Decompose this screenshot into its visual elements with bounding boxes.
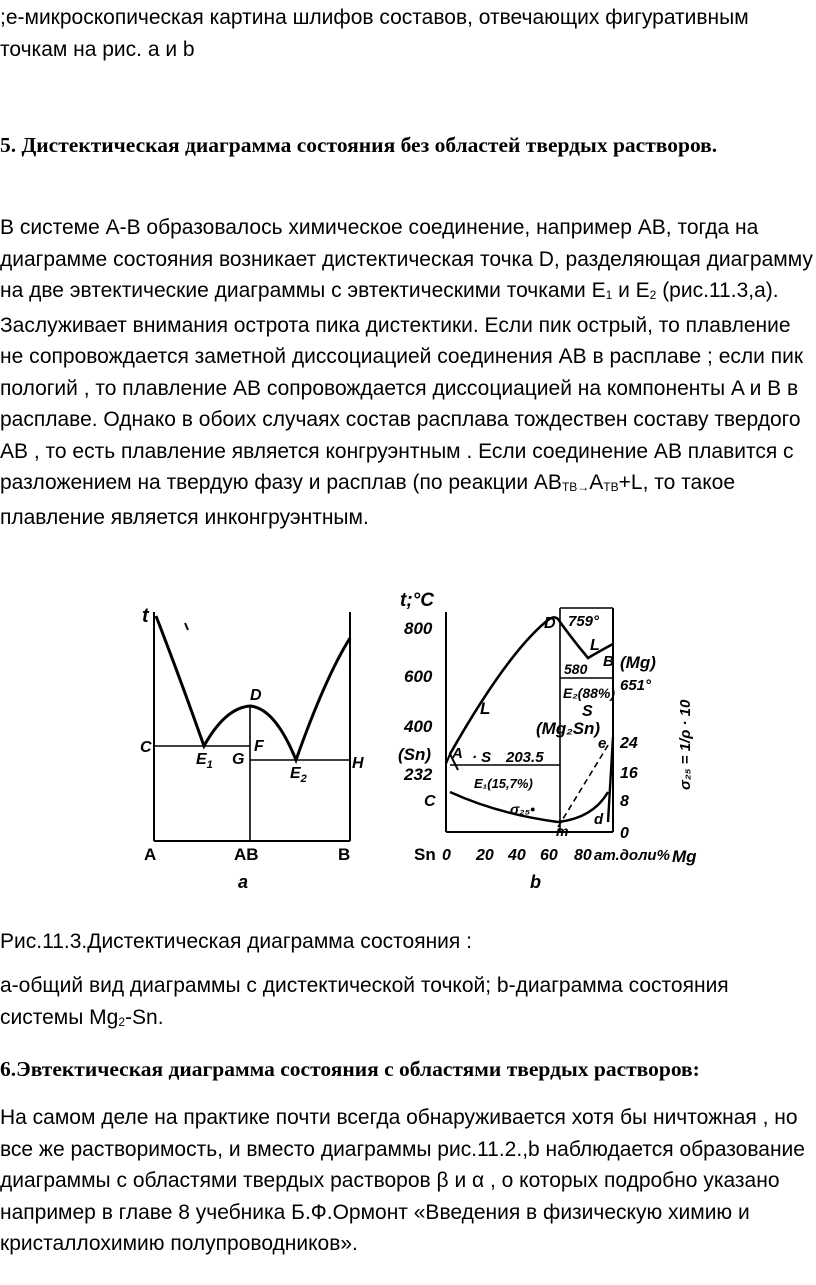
subscript-2: 2 — [649, 288, 657, 302]
figure-b-y-tick-400: 400 — [404, 717, 433, 736]
figure-b-label-l-top: L — [590, 637, 600, 654]
figure-b-x-mg: Mg — [672, 847, 697, 866]
figure-b-label-l-left: L — [480, 699, 491, 718]
figure-b-right-tick-8: 8 — [620, 793, 629, 810]
figure-a-diagram — [130, 598, 370, 908]
figure-description — [0, 970, 816, 1036]
figure-b-y-tick-232: 232 — [404, 765, 433, 784]
figure-b-temp-203: 203.5 — [506, 749, 544, 766]
figure-b-right-tick-24: 24 — [620, 735, 638, 752]
figure-a-label-e2: $E_2$ — [290, 765, 307, 785]
figure-b-x-0: 0 — [442, 847, 451, 864]
fig-desc-subscript: 2 — [118, 1014, 126, 1029]
figure-b-label-e2: E₂(88%) — [563, 685, 616, 701]
figure-b-x-40: 40 — [508, 847, 526, 864]
figure-b-label-mg2sn: (Mg₂Sn) — [536, 719, 601, 738]
figure-a-axis-b: B — [338, 845, 351, 864]
figure-b-label-mg: (Mg) — [620, 653, 656, 672]
figure-b-label-s-mid: S — [582, 703, 593, 720]
figure-b-y-tick-800: 800 — [404, 619, 433, 638]
figure-b-x-20: 20 — [476, 847, 494, 864]
figure-b-right-tick-0: 0 — [620, 825, 629, 842]
figure-b-label-sigma: σ₂₅• — [510, 801, 536, 817]
para-part2: (рис.11.3,a). Заслуживает внимания острота пика дистектики. Если пик острый, то плавление не сопровождается заметной диссоциацией соединения AB в расплаве ; если пик пологий , то плавление AB сопровождается диссоциацией на компоненты A и B в расплаве. Однако в обоих случаях состав расплава тождествен составу твердого AB , то есть плавление является конгруэнтным . Если соединение AB плавится с разложением на твердую фазу и расплав (по реакции AB — [0, 279, 804, 494]
para-and: и E — [612, 279, 650, 302]
section6-title: 6.Эвтектическая диаграмма состояния с областями твердых растворов: — [0, 1057, 700, 1081]
figure-a-t-label: t — [142, 605, 149, 627]
figure-b-diagram — [398, 582, 718, 898]
figure-a-axis-ab: AB — [234, 845, 259, 864]
figure-a-caption: a — [238, 872, 249, 892]
figure-b-right-tick-16: 16 — [620, 765, 638, 782]
fig-desc-part1: a-общий вид диаграммы с дистектической точкой; b-диаграмма состояния системы Mg — [0, 974, 729, 1029]
figure-a-label-f: F — [254, 738, 264, 755]
figure-b-label-e: e — [598, 735, 607, 752]
subscript-tv2: ТВ — [603, 480, 619, 494]
fig-desc-part2: -Sn. — [125, 1005, 164, 1029]
figure-b-label-e1: E₁(15,7%) — [474, 776, 533, 791]
para-part1: В системе A-B образовалось химическое соединение, например AB, тогда на диаграмме состояния возникает дистектическая точка D, разделяющая диаграмму на две эвтектические диаграммы с эвтектическими точками E — [0, 216, 813, 302]
figure-a-label-c: C — [140, 739, 152, 756]
para-a-letter: A — [589, 471, 604, 494]
figure-b-label-c: C — [424, 793, 436, 810]
figure-b-x-80: 80 — [574, 847, 592, 864]
figure-b-y-title: t;°C — [400, 590, 434, 611]
figure-b-label-d-small: d — [594, 811, 604, 828]
figure-b-temp-580: 580 — [564, 661, 588, 677]
subscript-1: 1 — [605, 288, 613, 302]
figure-caption: Рис.11.3.Дистектическая диаграмма состояния : — [0, 930, 472, 953]
figure-b-label-b: B — [603, 653, 614, 670]
figure-a-label-g: G — [232, 751, 245, 768]
figure-b-x-sn: Sn — [414, 845, 436, 864]
subscript-tv1: ТВ→ — [561, 480, 590, 494]
para-part3: +L, то такое плавление является инконгруэнтным. — [0, 471, 735, 529]
figure-b-temp-651: 651° — [620, 677, 652, 694]
figure-b-label-m: m — [556, 823, 569, 839]
figure-b-label-a: A — [452, 745, 463, 762]
figure-b-x-unit: ат.доли% — [594, 847, 670, 864]
section5-title: 5. Дистектическая диаграмма состояния без областей твердых растворов. — [0, 133, 718, 157]
section6-paragraph: На самом деле на практике почти всегда обнаруживается хотя бы ничтожная , но все же растворимость, и вместо диаграммы рис.11.2.,b наблюдается образование диаграммы с областями твердых растворов β и α , о которых подробно указано например в главе 8 учебника Б.Ф.Ормонт «Введения в физическую химию и кристаллохимию полупроводников». — [0, 1106, 805, 1255]
intro-text: ;e-микроскопическая картина шлифов составов, отвечающих фигуративным точкам на рис. a и b — [0, 6, 749, 61]
figure-b-x-60: 60 — [540, 847, 558, 864]
figure-a-label-d: D — [250, 687, 262, 704]
section5-paragraph — [0, 212, 816, 533]
figure-b-right-formula: σ₂₅ = 1/ρ · 10 — [677, 699, 694, 790]
figure-a-axis-a: A — [144, 845, 157, 864]
figure-b-caption: b — [530, 872, 541, 892]
figure-b-temp-759: 759° — [568, 613, 600, 630]
figure-b-label-s-low: · S — [472, 749, 492, 766]
figure-b-y-tick-600: 600 — [404, 667, 433, 686]
figure-a-tick-mark — [185, 623, 188, 630]
figure-a-label-h: H — [352, 755, 364, 772]
figure-b-label-d: D — [544, 615, 556, 632]
figure-a-label-e1: $E_1$ — [196, 751, 213, 771]
figure-b-sn-label: (Sn) — [398, 745, 432, 764]
